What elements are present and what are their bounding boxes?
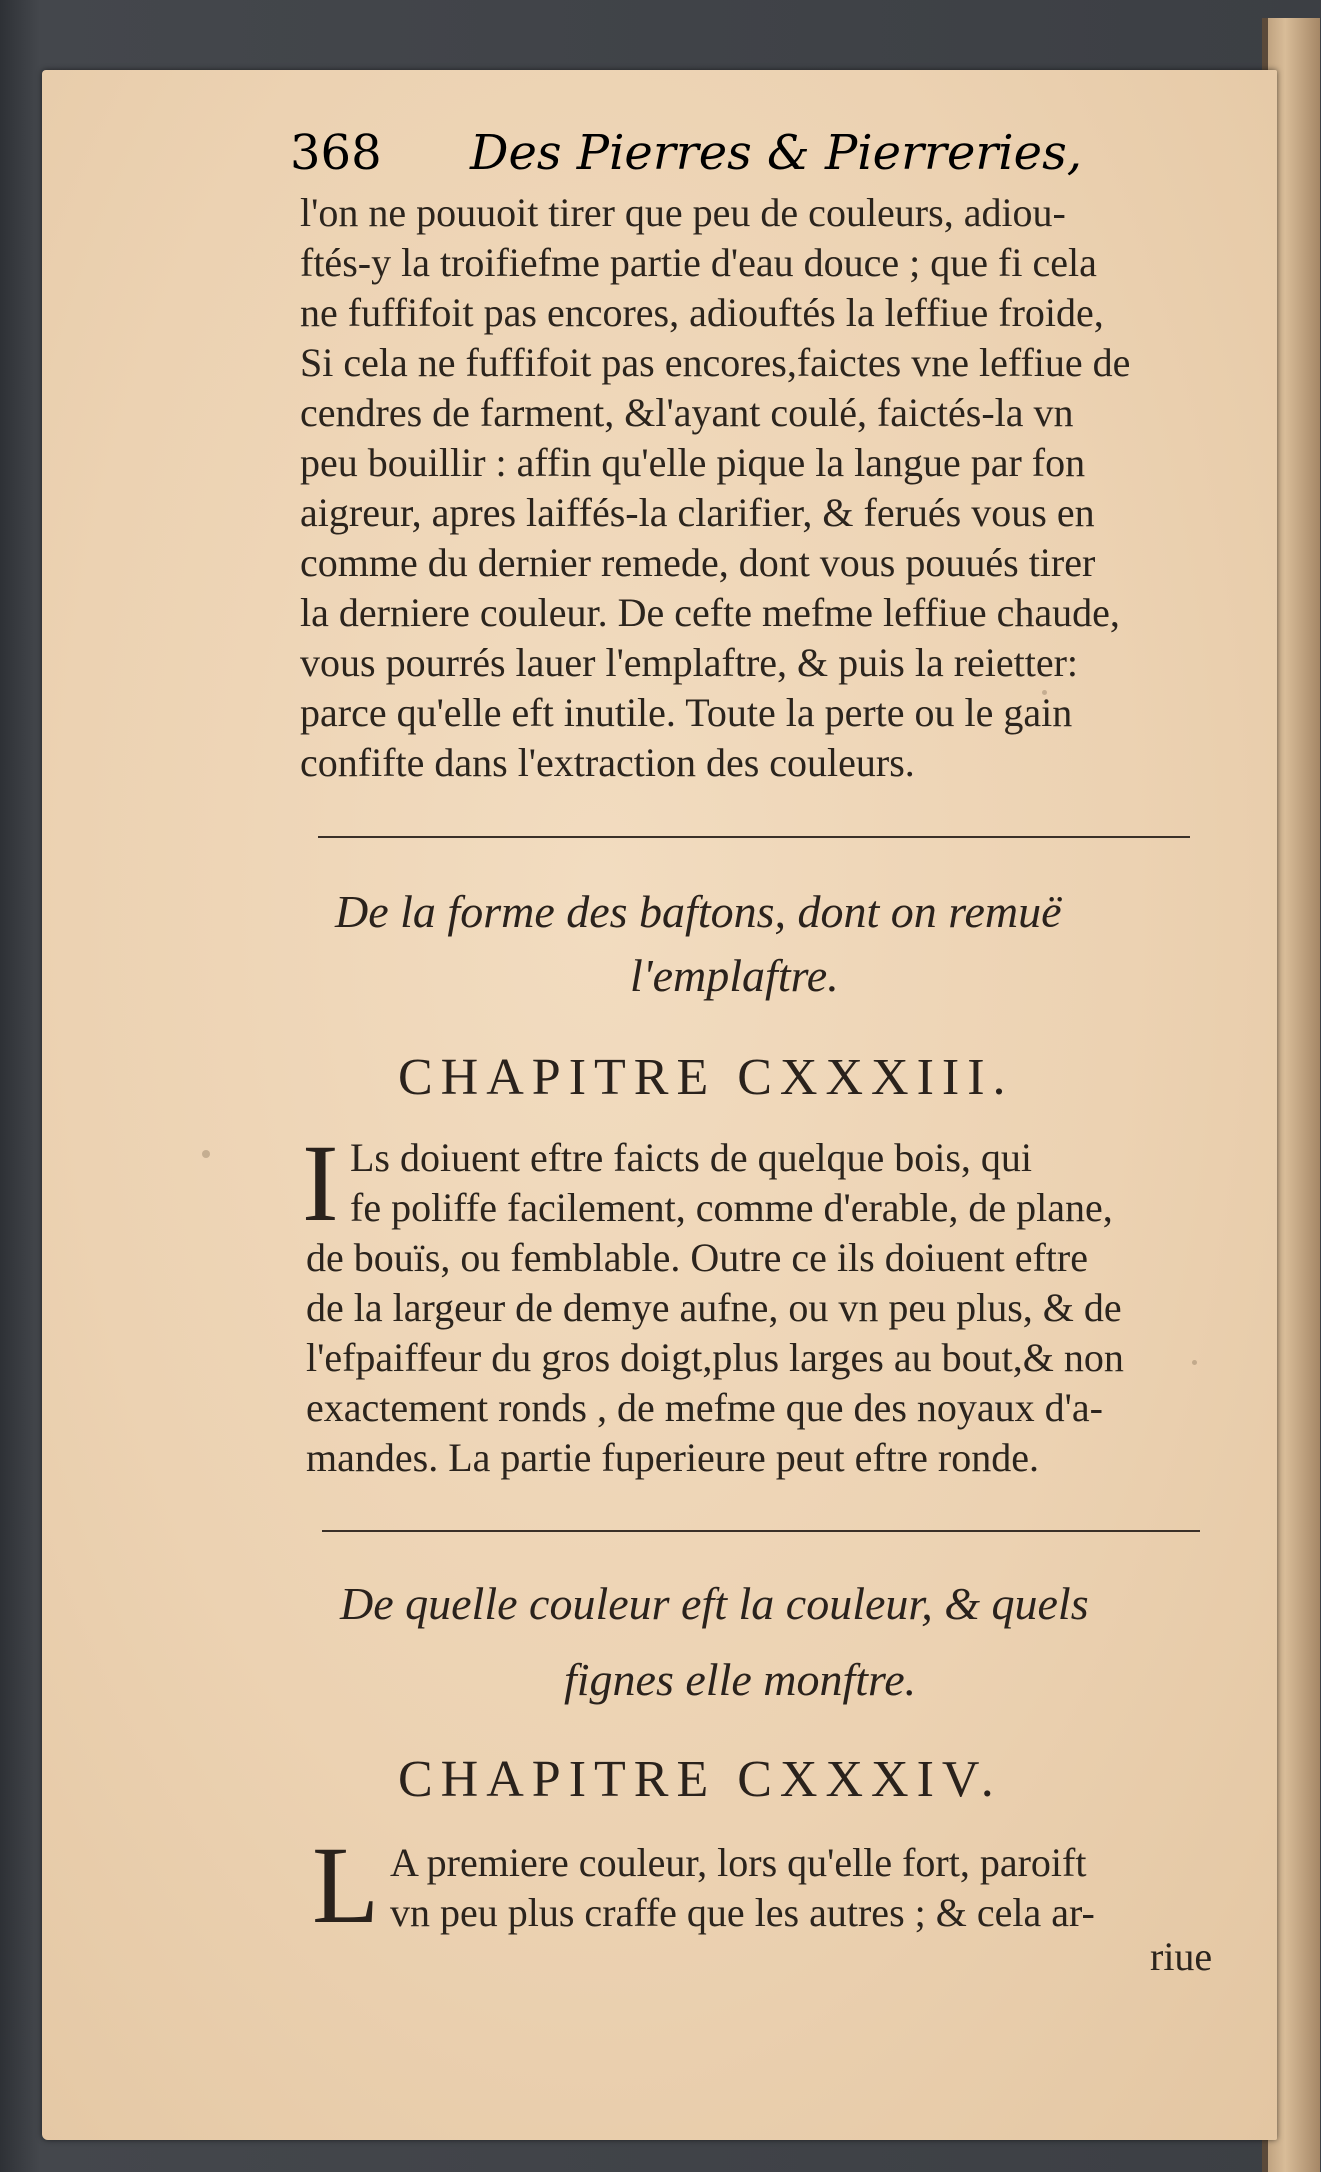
text-line: mandes. La partie fuperieure peut eftre ronde. <box>306 1435 1039 1480</box>
text-line: la derniere couleur. De cefte mefme leffiue chaude, <box>300 590 1120 635</box>
text-line: parce qu'elle eft inutile. Toute la perte ou le gain <box>300 690 1073 735</box>
text-line: A premiere couleur, lors qu'elle fort, paroift <box>390 1840 1087 1885</box>
text-line: exactement ronds , de mefme que des noyaux d'a- <box>306 1385 1103 1430</box>
chapter-heading-line: l'emplaftre. <box>630 950 839 1001</box>
section-rule <box>318 836 1190 838</box>
chapter-heading-line: fignes elle monftre. <box>564 1654 917 1705</box>
text-line: aigreur, apres laiffés-la clarifier, & ferués vous en <box>300 490 1095 535</box>
running-head <box>290 118 1082 188</box>
chapter-heading-line: De quelle couleur eft la couleur, & quels <box>340 1578 1089 1629</box>
chapter-number: CHAPITRE CXXXIII. <box>398 1049 1014 1106</box>
text-line: comme du dernier remede, dont vous pouués tirer <box>300 540 1096 585</box>
text-line: Si cela ne fuffifoit pas encores,faictes vne leffiue de <box>300 340 1131 385</box>
text-line: Ls doiuent eftre faicts de quelque bois, qui <box>350 1135 1033 1180</box>
text-line: ftés-y la troifiefme partie d'eau douce ; que fi cela <box>300 240 1097 285</box>
section-rule <box>322 1530 1200 1532</box>
text-line: l'efpaiffeur du gros doigt,plus larges au bout,& non <box>306 1335 1124 1380</box>
drop-cap: I <box>302 1122 339 1244</box>
chapter-number: CHAPITRE CXXXIV. <box>398 1751 1002 1808</box>
chapter-heading-line: De la forme des baftons, dont on remuë <box>335 886 1062 937</box>
text-line: de la largeur de demye aufne, ou vn peu plus, & de <box>306 1285 1122 1330</box>
text-line: vous pourrés lauer l'emplaftre, & puis la reietter: <box>300 640 1079 685</box>
paper-spot <box>202 1150 210 1158</box>
text-line: de bouïs, ou femblable. Outre ce ils doiuent eftre <box>306 1235 1088 1280</box>
running-title: Des Pierres & Pierreries, <box>470 125 1082 181</box>
text-line: fe poliffe facilement, comme d'erable, de plane, <box>350 1185 1113 1230</box>
catchword: riue <box>1150 1934 1213 1979</box>
paper-spot <box>1192 1360 1197 1365</box>
text-line: confifte dans l'extraction des couleurs. <box>300 740 915 785</box>
page-number: 368 <box>290 125 382 181</box>
drop-cap: L <box>312 1824 380 1946</box>
text-line: peu bouillir : affin qu'elle pique la langue par fon <box>300 440 1086 485</box>
text-line: cendres de farment, &l'ayant coulé, faictés-la vn <box>300 390 1074 435</box>
text-line: l'on ne pouuoit tirer que peu de couleurs, adiou- <box>300 190 1066 235</box>
text-line: vn peu plus craffe que les autres ; & cela ar- <box>390 1890 1095 1935</box>
text-line: ne fuffifoit pas encores, adiouftés la leffiue froide, <box>300 290 1104 335</box>
